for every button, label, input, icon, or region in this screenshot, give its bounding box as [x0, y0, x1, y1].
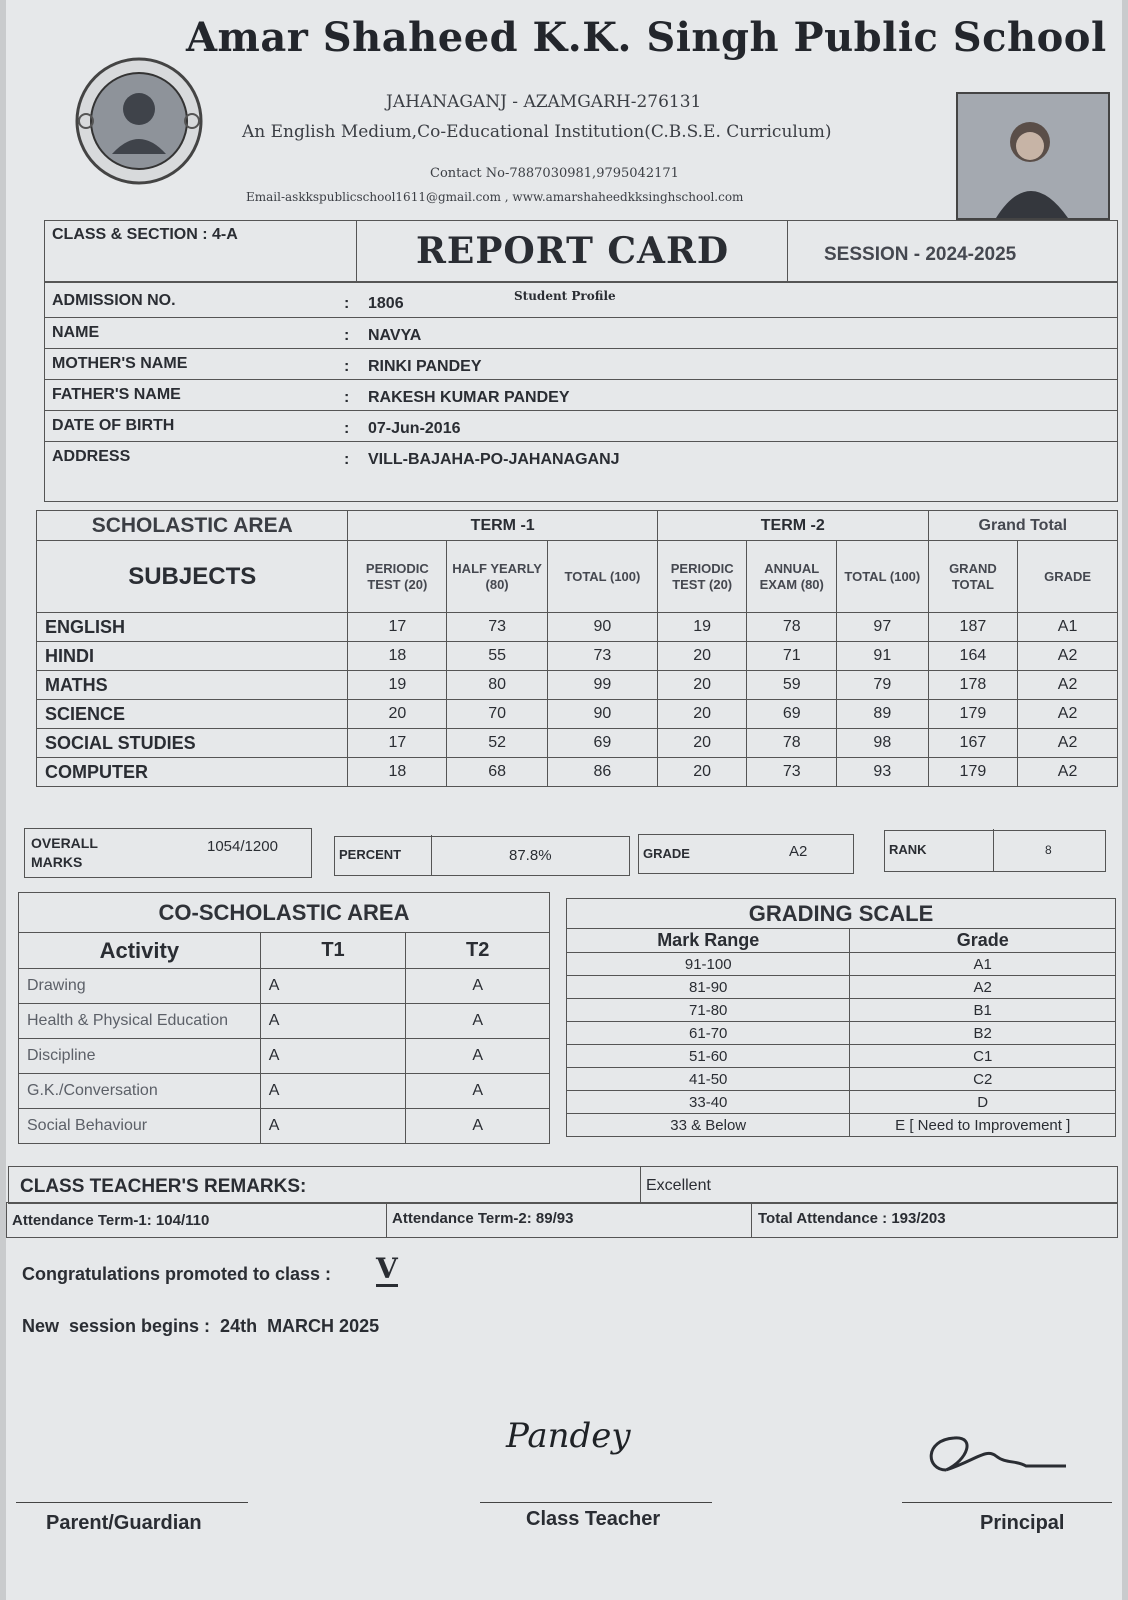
- grade-value: A2: [789, 843, 808, 860]
- table-row: [19, 1109, 550, 1144]
- subject-name: COMPUTER: [37, 758, 348, 787]
- table-row: [19, 1039, 550, 1074]
- mark-cell: 17: [348, 613, 447, 642]
- table-row: [37, 613, 1118, 642]
- remarks-label: CLASS TEACHER'S REMARKS:: [20, 1176, 307, 1197]
- marks-label: MARKS: [31, 854, 83, 870]
- table-row: [567, 1022, 1116, 1045]
- mark-cell: 179: [928, 700, 1018, 729]
- table-row: [19, 1074, 550, 1109]
- attendance-term1: Attendance Term-1: 104/110: [12, 1212, 210, 1229]
- mark-cell: 17: [348, 729, 447, 758]
- col-half-yearly: HALF YEARLY (80): [447, 541, 548, 613]
- col-total-2: TOTAL (100): [837, 541, 929, 613]
- mark-range: 61-70: [567, 1022, 850, 1045]
- grade-box: [638, 834, 854, 874]
- t1-grade: A: [260, 1004, 406, 1039]
- col-periodic-test-2: PERIODIC TEST (20): [657, 541, 747, 613]
- mark-cell: 73: [747, 758, 837, 787]
- mark-cell: 69: [747, 700, 837, 729]
- mark-cell: 99: [547, 671, 657, 700]
- profile-label: ADMISSION NO.: [52, 292, 176, 309]
- table-row: [567, 976, 1116, 999]
- mark-range: 51-60: [567, 1045, 850, 1068]
- mark-cell: 19: [348, 671, 447, 700]
- mark-range: 91-100: [567, 953, 850, 976]
- scale-grade: B2: [850, 1022, 1116, 1045]
- mark-range: 33 & Below: [567, 1114, 850, 1137]
- col-grade: GRADE: [1018, 541, 1118, 613]
- percent-value: 87.8%: [509, 847, 552, 864]
- session-note: New session begins : 24th MARCH 2025: [22, 1316, 380, 1336]
- mark-cell: 20: [657, 642, 747, 671]
- mark-cell: 179: [928, 758, 1018, 787]
- report-card-sheet: [6, 0, 1122, 1600]
- profile-row-address: ADDRESS : VILL-BAJAHA-PO-JAHANAGANJ: [44, 441, 1118, 472]
- co-scholastic-title: CO-SCHOLASTIC AREA: [19, 893, 550, 933]
- school-name: Amar Shaheed K.K. Singh Public School: [186, 14, 1107, 61]
- t2-grade: A: [406, 1004, 550, 1039]
- mark-cell: 73: [447, 613, 548, 642]
- attendance-total: Total Attendance : 193/203: [758, 1210, 946, 1227]
- table-row: [37, 758, 1118, 787]
- mark-cell: 78: [747, 613, 837, 642]
- col-t1: T1: [260, 933, 406, 969]
- grading-scale-title: GRADING SCALE: [567, 899, 1116, 929]
- scale-grade: B1: [850, 999, 1116, 1022]
- table-row: [37, 700, 1118, 729]
- profile-value: 07-Jun-2016: [368, 420, 461, 437]
- col-t2: T2: [406, 933, 550, 969]
- mark-cell: 20: [348, 700, 447, 729]
- profile-label: DATE OF BIRTH: [52, 417, 175, 434]
- mark-cell: 73: [547, 642, 657, 671]
- mark-cell: 68: [447, 758, 548, 787]
- session: SESSION - 2024-2025: [824, 244, 1017, 265]
- table-row: [19, 969, 550, 1004]
- profile-value: VILL-BAJAHA-PO-JAHANAGANJ: [368, 451, 620, 468]
- table-row: [567, 1114, 1116, 1137]
- teacher-signature: Pandey: [506, 1416, 631, 1456]
- mark-cell: 79: [837, 671, 929, 700]
- school-contact: Contact No-7887030981,9795042171: [430, 166, 679, 181]
- scholastic-area-title: SCHOLASTIC AREA: [37, 511, 348, 541]
- principal-signature-icon: [906, 1430, 1076, 1490]
- subject-name: SOCIAL STUDIES: [37, 729, 348, 758]
- school-tagline: An English Medium,Co-Educational Institution(C.B.S.E. Curriculum): [242, 122, 832, 142]
- activity-name: Drawing: [19, 969, 261, 1004]
- scale-grade: C2: [850, 1068, 1116, 1091]
- t1-grade: A: [260, 1039, 406, 1074]
- col-periodic-test-1: PERIODIC TEST (20): [348, 541, 447, 613]
- grade-cell: A1: [1018, 613, 1118, 642]
- mark-cell: 89: [837, 700, 929, 729]
- table-row: [567, 1045, 1116, 1068]
- profile-row-father: FATHER'S NAME : RAKESH KUMAR PANDEY: [44, 379, 1118, 410]
- t1-grade: A: [260, 969, 406, 1004]
- subject-name: SCIENCE: [37, 700, 348, 729]
- mark-cell: 52: [447, 729, 548, 758]
- mark-cell: 167: [928, 729, 1018, 758]
- grade-cell: A2: [1018, 671, 1118, 700]
- rank-label: RANK: [889, 842, 927, 857]
- mark-range: 41-50: [567, 1068, 850, 1091]
- co-scholastic-table: [18, 892, 550, 1144]
- mark-range: 81-90: [567, 976, 850, 999]
- mark-cell: 20: [657, 700, 747, 729]
- overall-marks-box: [24, 828, 312, 878]
- table-row: [567, 1091, 1116, 1114]
- table-row: [37, 729, 1118, 758]
- rank-value: 8: [1045, 843, 1052, 857]
- mark-cell: 20: [657, 671, 747, 700]
- t2-grade: A: [406, 1109, 550, 1144]
- mark-cell: 55: [447, 642, 548, 671]
- grand-total-header: Grand Total: [928, 511, 1117, 541]
- report-title: REPORT CARD: [416, 230, 730, 272]
- table-row: [567, 953, 1116, 976]
- table-row: [567, 1068, 1116, 1091]
- parent-signature-label: Parent/Guardian: [46, 1512, 202, 1534]
- activity-name: Health & Physical Education: [19, 1004, 261, 1039]
- grade-label: GRADE: [643, 846, 690, 861]
- profile-label: FATHER'S NAME: [52, 386, 181, 403]
- mark-cell: 86: [547, 758, 657, 787]
- mark-cell: 78: [747, 729, 837, 758]
- profile-value: RAKESH KUMAR PANDEY: [368, 389, 570, 406]
- col-total-1: TOTAL (100): [547, 541, 657, 613]
- rank-box: [884, 830, 1106, 872]
- promoted-label: Congratulations promoted to class :: [22, 1264, 332, 1284]
- t1-grade: A: [260, 1074, 406, 1109]
- school-logo-icon: [72, 54, 206, 188]
- col-grade-scale: Grade: [850, 929, 1116, 953]
- mark-cell: 187: [928, 613, 1018, 642]
- activity-name: Social Behaviour: [19, 1109, 261, 1144]
- profile-heading: Student Profile: [514, 289, 616, 303]
- scale-grade: A2: [850, 976, 1116, 999]
- term2-header: TERM -2: [657, 511, 928, 541]
- activity-name: Discipline: [19, 1039, 261, 1074]
- scale-grade: D: [850, 1091, 1116, 1114]
- scale-grade: E [ Need to Improvement ]: [850, 1114, 1116, 1137]
- mark-cell: 59: [747, 671, 837, 700]
- grade-cell: A2: [1018, 729, 1118, 758]
- mark-cell: 19: [657, 613, 747, 642]
- mark-cell: 18: [348, 642, 447, 671]
- subject-name: HINDI: [37, 642, 348, 671]
- profile-label: ADDRESS: [52, 448, 131, 465]
- t2-grade: A: [406, 1039, 550, 1074]
- mark-range: 71-80: [567, 999, 850, 1022]
- attendance-term2: Attendance Term-2: 89/93: [392, 1210, 574, 1227]
- mark-cell: 70: [447, 700, 548, 729]
- activity-name: G.K./Conversation: [19, 1074, 261, 1109]
- mark-cell: 178: [928, 671, 1018, 700]
- profile-value: NAVYA: [368, 327, 422, 344]
- col-activity: Activity: [19, 933, 261, 969]
- table-row: [37, 671, 1118, 700]
- term1-header: TERM -1: [348, 511, 657, 541]
- grade-cell: A2: [1018, 700, 1118, 729]
- col-annual-exam: ANNUAL EXAM (80): [747, 541, 837, 613]
- grade-cell: A2: [1018, 642, 1118, 671]
- class-section: CLASS & SECTION : 4-A: [52, 226, 238, 243]
- subject-name: ENGLISH: [37, 613, 348, 642]
- t1-grade: A: [260, 1109, 406, 1144]
- remarks-value: Excellent: [646, 1177, 711, 1194]
- mark-cell: 69: [547, 729, 657, 758]
- mark-cell: 98: [837, 729, 929, 758]
- grade-cell: A2: [1018, 758, 1118, 787]
- profile-row-mother: MOTHER'S NAME : RINKI PANDEY: [44, 348, 1118, 379]
- profile-row-dob: DATE OF BIRTH : 07-Jun-2016: [44, 410, 1118, 441]
- overall-label: OVERALL: [31, 835, 98, 851]
- table-row: [37, 642, 1118, 671]
- mark-cell: 90: [547, 700, 657, 729]
- teacher-signature-label: Class Teacher: [526, 1508, 661, 1530]
- grading-scale-table: [566, 898, 1116, 1137]
- overall-marks-value: 1054/1200: [207, 838, 278, 855]
- mark-cell: 97: [837, 613, 929, 642]
- school-address: JAHANAGANJ - AZAMGARH-276131: [386, 92, 702, 112]
- profile-label: MOTHER'S NAME: [52, 355, 188, 372]
- subjects-header: SUBJECTS: [37, 541, 348, 613]
- col-grand-total: GRAND TOTAL: [928, 541, 1018, 613]
- scholastic-table: [36, 510, 1118, 787]
- school-email: Email-askkspublicschool1611@gmail.com , www.amarshaheedkksinghschool.com: [246, 190, 744, 204]
- t2-grade: A: [406, 969, 550, 1004]
- mark-cell: 20: [657, 758, 747, 787]
- profile-label: NAME: [52, 324, 100, 341]
- table-row: [19, 1004, 550, 1039]
- mark-cell: 90: [547, 613, 657, 642]
- scale-grade: C1: [850, 1045, 1116, 1068]
- percent-box: [334, 836, 630, 876]
- profile-value: RINKI PANDEY: [368, 358, 482, 375]
- percent-label: PERCENT: [339, 847, 402, 862]
- mark-cell: 20: [657, 729, 747, 758]
- profile-value: 1806: [368, 295, 404, 312]
- mark-cell: 164: [928, 642, 1018, 671]
- promoted-class: V: [376, 1252, 398, 1285]
- principal-signature-label: Principal: [980, 1512, 1065, 1534]
- profile-row-name: NAME : NAVYA: [44, 317, 1118, 348]
- mark-cell: 80: [447, 671, 548, 700]
- profile-row-admission: ADMISSION NO. : 1806: [52, 292, 404, 312]
- mark-cell: 18: [348, 758, 447, 787]
- mark-cell: 91: [837, 642, 929, 671]
- mark-cell: 93: [837, 758, 929, 787]
- mark-cell: 71: [747, 642, 837, 671]
- col-mark-range: Mark Range: [567, 929, 850, 953]
- subject-name: MATHS: [37, 671, 348, 700]
- table-row: [567, 999, 1116, 1022]
- t2-grade: A: [406, 1074, 550, 1109]
- mark-range: 33-40: [567, 1091, 850, 1114]
- scale-grade: A1: [850, 953, 1116, 976]
- student-photo: [956, 92, 1110, 220]
